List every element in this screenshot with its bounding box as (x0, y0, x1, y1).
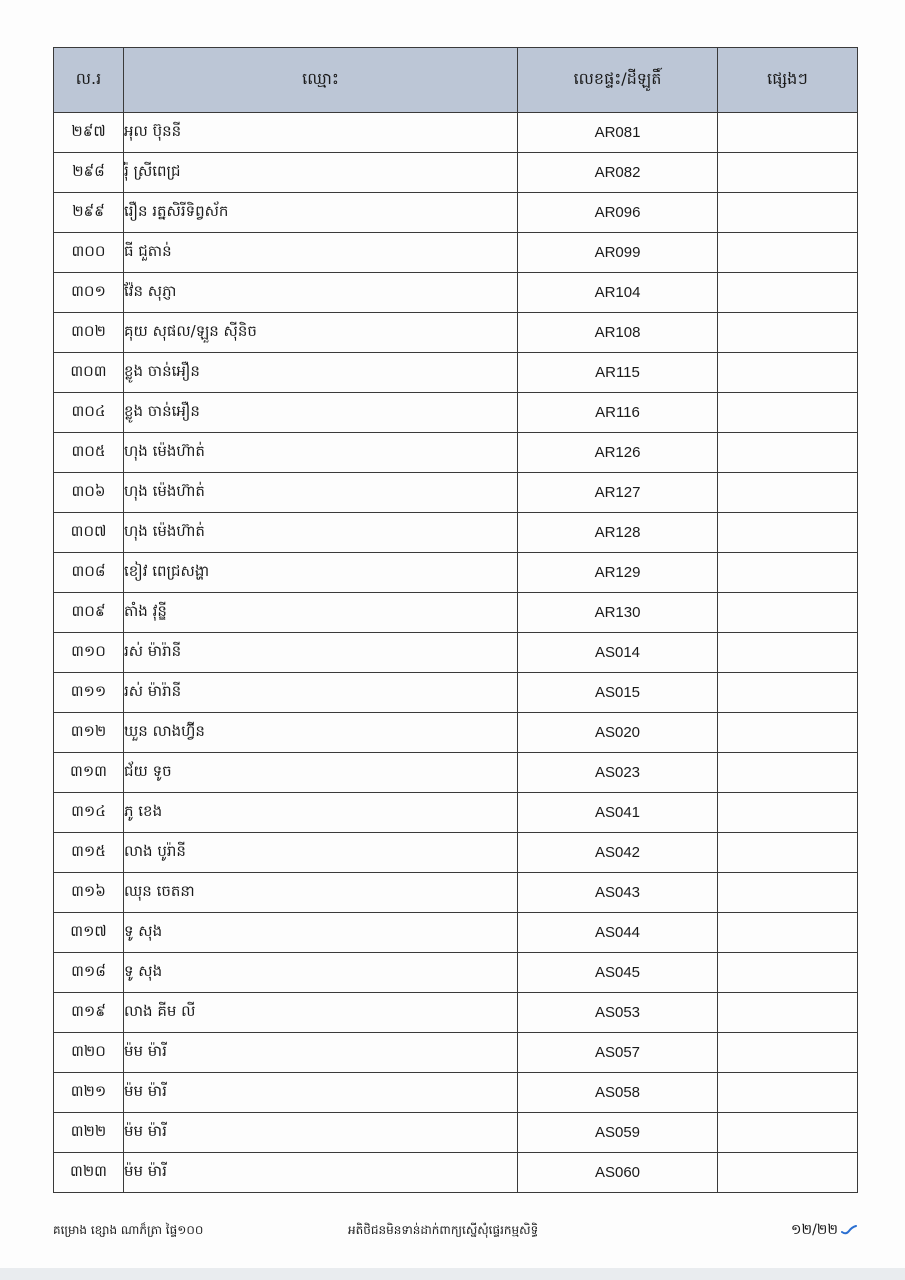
row-house-number: AS059 (518, 1113, 718, 1153)
table-row (54, 833, 858, 873)
row-name: អុល ប៊ុននី (124, 113, 518, 153)
table-row (54, 1153, 858, 1193)
row-house-number: AR108 (518, 313, 718, 353)
row-name: ហុង ម៉េងហ៊ាត់ (124, 513, 518, 553)
table-row (54, 273, 858, 313)
row-name: ជ័យ ទូច (124, 753, 518, 793)
row-name: លាង គីម លី (124, 993, 518, 1033)
row-other (718, 833, 858, 873)
row-name: ហុង ម៉េងហ៊ាត់ (124, 433, 518, 473)
row-name: ម៉ម ម៉ារី (124, 1153, 518, 1193)
row-house-number: AS060 (518, 1153, 718, 1193)
page-footer (53, 1218, 857, 1242)
owners-table (53, 47, 858, 1193)
row-other (718, 1153, 858, 1193)
table-row (54, 1113, 858, 1153)
row-name: ឈុន ចេតនា (124, 873, 518, 913)
table-row (54, 193, 858, 233)
row-name: រស់ ម៉ារ៉ានី (124, 673, 518, 713)
row-house-number: AS020 (518, 713, 718, 753)
footer-page-number: ១២/២២ (790, 1222, 838, 1238)
row-other (718, 353, 858, 393)
table-row (54, 713, 858, 753)
footer-project-name: គម្រោង ខ្សោង ណាភ៏ត្រា ផ្ទៃ១០០ (53, 1223, 204, 1237)
row-number: ២៩៧ (54, 113, 124, 153)
row-number: ៣០៧ (54, 513, 124, 553)
footer-page-number-wrap (791, 1220, 857, 1241)
table-row (54, 153, 858, 193)
row-house-number: AR116 (518, 393, 718, 433)
table-row (54, 233, 858, 273)
row-other (718, 873, 858, 913)
row-house-number: AS045 (518, 953, 718, 993)
row-house-number: AS058 (518, 1073, 718, 1113)
row-other (718, 673, 858, 713)
row-other (718, 433, 858, 473)
row-house-number: AR128 (518, 513, 718, 553)
row-name: ភូ ខេង (124, 793, 518, 833)
row-other (718, 193, 858, 233)
row-name: តាំង វុន្ឌី (124, 593, 518, 633)
row-number: ៣១៩ (54, 993, 124, 1033)
row-house-number: AS015 (518, 673, 718, 713)
row-number: ៣២០ (54, 1033, 124, 1073)
row-number: ៣០៤ (54, 393, 124, 433)
header-number: ល.រ (54, 48, 124, 113)
row-house-number: AR082 (518, 153, 718, 193)
row-house-number: AS044 (518, 913, 718, 953)
row-number: ៣០៩ (54, 593, 124, 633)
table-row (54, 433, 858, 473)
row-house-number: AR126 (518, 433, 718, 473)
table-row (54, 873, 858, 913)
row-name: ហុង ម៉េងហ៊ាត់ (124, 473, 518, 513)
row-name: ឃួន លាងហ៊្វីន (124, 713, 518, 753)
row-number: ៣០១ (54, 273, 124, 313)
row-name: វ៉ែន សុភ្ញា (124, 273, 518, 313)
row-number: ៣១១ (54, 673, 124, 713)
table-row (54, 593, 858, 633)
header-other: ផ្សេងៗ (718, 48, 858, 113)
row-house-number: AS014 (518, 633, 718, 673)
row-name: ម៉ម ម៉ារី (124, 1113, 518, 1153)
row-house-number: AR115 (518, 353, 718, 393)
row-other (718, 1033, 858, 1073)
table-row (54, 993, 858, 1033)
row-name: រស់ ម៉ារ៉ានី (124, 633, 518, 673)
row-number: ៣០៣ (54, 353, 124, 393)
table-row (54, 473, 858, 513)
row-other (718, 273, 858, 313)
row-number: ៣០៦ (54, 473, 124, 513)
header-name: ឈ្មោះ (124, 48, 518, 113)
row-other (718, 513, 858, 553)
table-row (54, 1033, 858, 1073)
row-house-number: AS041 (518, 793, 718, 833)
table-row (54, 553, 858, 593)
row-number: ៣១៥ (54, 833, 124, 873)
pen-check-icon (841, 1225, 857, 1235)
table-row (54, 793, 858, 833)
row-number: ៣១៦ (54, 873, 124, 913)
row-number: ២៩៨ (54, 153, 124, 193)
row-other (718, 593, 858, 633)
table-row (54, 673, 858, 713)
row-number: ៣២៣ (54, 1153, 124, 1193)
row-house-number: AS043 (518, 873, 718, 913)
row-house-number: AR104 (518, 273, 718, 313)
table-row (54, 953, 858, 993)
row-house-number: AS053 (518, 993, 718, 1033)
row-name: គុយ សុផល/ឡួន ស៊ីនិច (124, 313, 518, 353)
row-other (718, 793, 858, 833)
row-other (718, 913, 858, 953)
table-row (54, 113, 858, 153)
row-name: ខ្លូង ចាន់អឿន (124, 353, 518, 393)
table-row (54, 913, 858, 953)
row-number: ៣២២ (54, 1113, 124, 1153)
row-other (718, 113, 858, 153)
row-house-number: AR081 (518, 113, 718, 153)
row-number: ៣០០ (54, 233, 124, 273)
table-row (54, 313, 858, 353)
row-house-number: AS057 (518, 1033, 718, 1073)
row-name: ខ្លូង ចាន់អឿន (124, 393, 518, 433)
row-house-number: AS023 (518, 753, 718, 793)
table-header-row (54, 48, 858, 113)
row-number: ៣១២ (54, 713, 124, 753)
table-row (54, 353, 858, 393)
row-other (718, 1073, 858, 1113)
row-number: ៣១៣ (54, 753, 124, 793)
table-row (54, 393, 858, 433)
row-other (718, 1113, 858, 1153)
row-other (718, 473, 858, 513)
row-name: ម៉ម ម៉ារី (124, 1073, 518, 1113)
row-house-number: AR096 (518, 193, 718, 233)
row-house-number: AR127 (518, 473, 718, 513)
row-number: ៣១០ (54, 633, 124, 673)
row-other (718, 313, 858, 353)
row-house-number: AR099 (518, 233, 718, 273)
row-other (718, 753, 858, 793)
row-house-number: AR129 (518, 553, 718, 593)
row-other (718, 713, 858, 753)
row-other (718, 393, 858, 433)
row-number: ២៩៩ (54, 193, 124, 233)
row-name: រ៉ុំ ស្រីពេជ្រ (124, 153, 518, 193)
scan-edge (0, 1268, 905, 1280)
row-other (718, 633, 858, 673)
table-body (54, 113, 858, 1193)
row-other (718, 553, 858, 593)
row-number: ៣២១ (54, 1073, 124, 1113)
row-number: ៣១៧ (54, 913, 124, 953)
row-number: ៣១៤ (54, 793, 124, 833)
row-name: លាង បូរ៉ានី (124, 833, 518, 873)
row-name: ទូ សុង (124, 953, 518, 993)
row-other (718, 153, 858, 193)
row-number: ៣១៨ (54, 953, 124, 993)
row-number: ៣០៥ (54, 433, 124, 473)
table-row (54, 753, 858, 793)
footer-description: អតិថិជនមិនទាន់ដាក់ពាក្យស្នើសុំផ្ទេរកម្មសិទ្ធិ (348, 1223, 539, 1237)
row-name: ខៀវ ពេជ្រសង្ហា (124, 553, 518, 593)
row-name: ធី ជួតាន់ (124, 233, 518, 273)
row-number: ៣០៨ (54, 553, 124, 593)
row-house-number: AS042 (518, 833, 718, 873)
row-name: ម៉ម ម៉ារី (124, 1033, 518, 1073)
header-house-number: លេខផ្ទះ/ដីឡូតិ៍ (518, 48, 718, 113)
row-other (718, 953, 858, 993)
row-other (718, 233, 858, 273)
table-row (54, 513, 858, 553)
table-row (54, 633, 858, 673)
row-other (718, 993, 858, 1033)
row-name: រឿន រត្នសិរីទិព្វស័ក (124, 193, 518, 233)
row-number: ៣០២ (54, 313, 124, 353)
table-row (54, 1073, 858, 1113)
row-house-number: AR130 (518, 593, 718, 633)
row-name: ទូ សុង (124, 913, 518, 953)
